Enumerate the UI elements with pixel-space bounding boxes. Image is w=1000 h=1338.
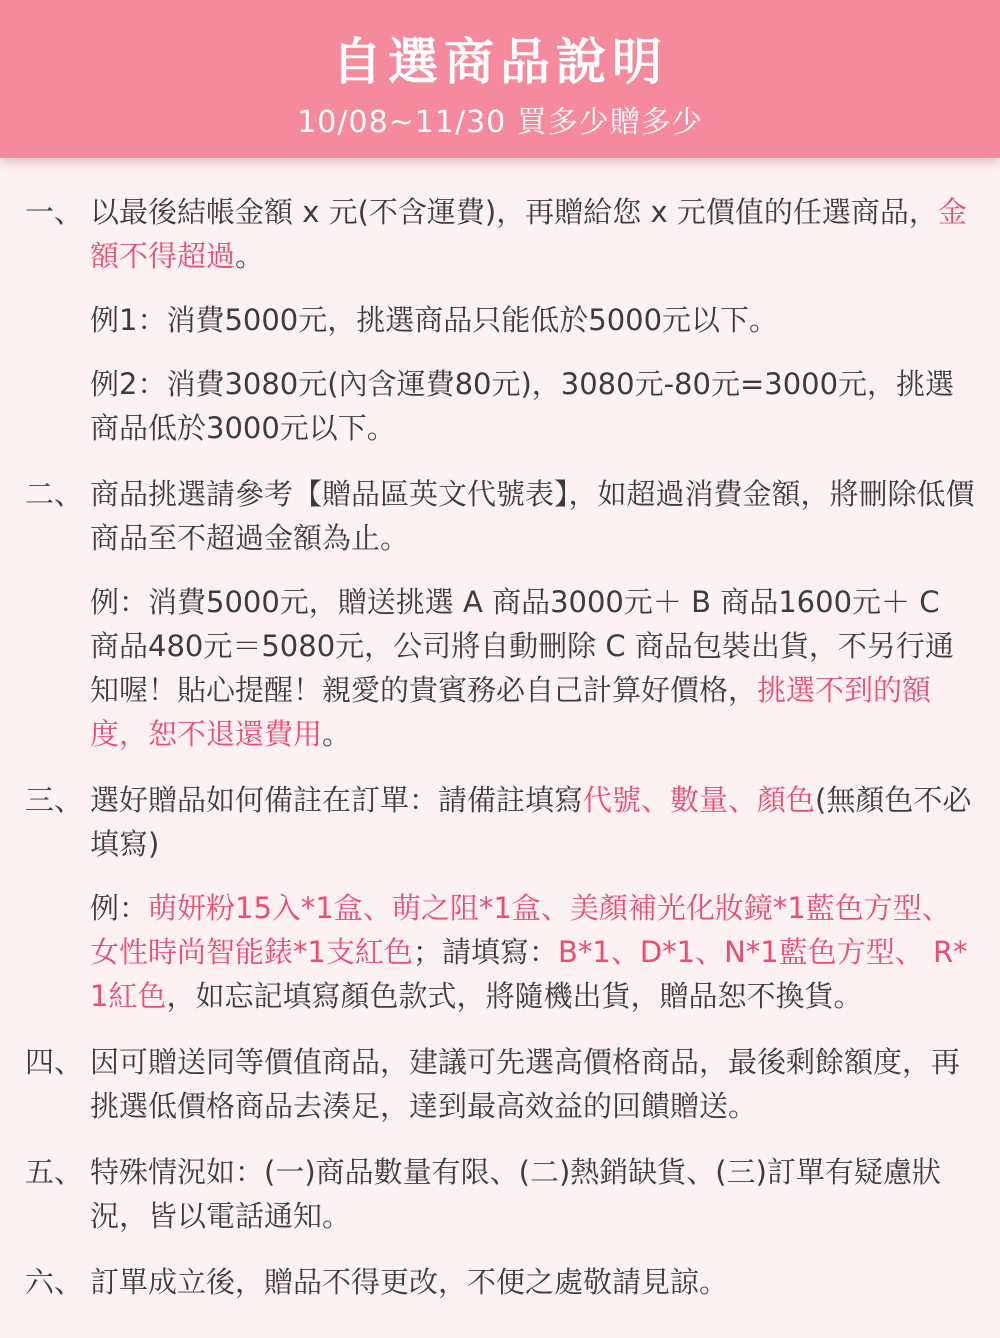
rule-text: 商品挑選請參考【贈品區英文代號表】，如超過消費金額，將刪除低價商品至不超過金額為止。 (90, 477, 975, 555)
rule-highlight: 代號、數量、顏色 (583, 783, 816, 817)
rule-text (90, 778, 975, 866)
rule-number: 六、 (25, 1265, 84, 1299)
rule-highlight: 金額不得超過 (90, 195, 967, 273)
rule-item-4 (0, 1040, 1000, 1128)
page-subtitle: 10/08~11/30 買多少贈多少 (297, 105, 703, 140)
rules-list (0, 190, 1000, 1326)
rule-text-part: 以最後結帳金額 x 元(不含運費)，再贈給您 x 元價值的任選商品， (90, 195, 938, 229)
page-title: 自選商品說明 (332, 33, 668, 91)
example-text-part: 例：消費5000元，贈送挑選 A 商品3000元＋ B 商品1600元＋ C 商品480元＝5080元，公司將自動刪除 C 商品包裝出貨，不另行通知喔！貼心提醒！親愛的貴賓務必自己計算好價格， (90, 585, 954, 707)
rule-text: 訂單成立後，贈品不得更改，不便之處敬請見諒。 (90, 1265, 729, 1299)
rule-number: 四、 (25, 1045, 84, 1079)
rule-item-1 (0, 190, 1000, 450)
rule-example-2: 例2：消費3080元(內含運費80元)，3080元-80元=3000元，挑選商品低於3000元以下。 (90, 367, 955, 445)
example-highlight: 挑選不到的額度，恕不退還費用 (90, 673, 932, 751)
example-text-part: ；請填寫： (412, 935, 558, 969)
rule-text-part: (無顏色不必填寫) (90, 783, 972, 861)
rule-number: 一、 (25, 195, 84, 229)
header-banner (0, 0, 1000, 158)
rule-text-part: 選好贈品如何備註在訂單：請備註填寫 (90, 783, 584, 817)
rule-example-1: 例1：消費5000元，挑選商品只能低於5000元以下。 (90, 303, 779, 337)
rule-item-2 (0, 472, 1000, 756)
example-highlight: 萌妍粉15入*1盒、萌之阻*1盒、美顏補光化妝鏡*1藍色方型、女性時尚智能錶*1支紅色 (90, 891, 951, 969)
rule-example (90, 886, 975, 1018)
rule-item-5 (0, 1150, 1000, 1238)
rule-item-6 (0, 1260, 1000, 1304)
rule-example (90, 580, 975, 756)
example-highlight: B*1、D*1、N*1藍色方型、 R*1紅色 (90, 935, 968, 1013)
rule-item-3 (0, 778, 1000, 1018)
example-text-part: ，如忘記填寫顏色款式，將隨機出貨，贈品恕不換貨。 (166, 979, 863, 1013)
example-text-part: 例： (90, 891, 149, 925)
rule-text-part: 。 (235, 239, 265, 273)
rule-number: 三、 (25, 783, 84, 817)
rule-number: 二、 (25, 477, 84, 511)
rule-text (90, 190, 975, 278)
rule-text: 特殊情況如：(一)商品數量有限、(二)熱銷缺貨、(三)訂單有疑慮狀況，皆以電話通知。 (90, 1155, 941, 1233)
example-text-part: 。 (322, 717, 352, 751)
rule-text: 因可贈送同等價值商品，建議可先選高價格商品，最後剩餘額度，再挑選低價格商品去湊足，達到最高效益的回饋贈送。 (90, 1045, 961, 1123)
rule-number: 五、 (25, 1155, 84, 1189)
